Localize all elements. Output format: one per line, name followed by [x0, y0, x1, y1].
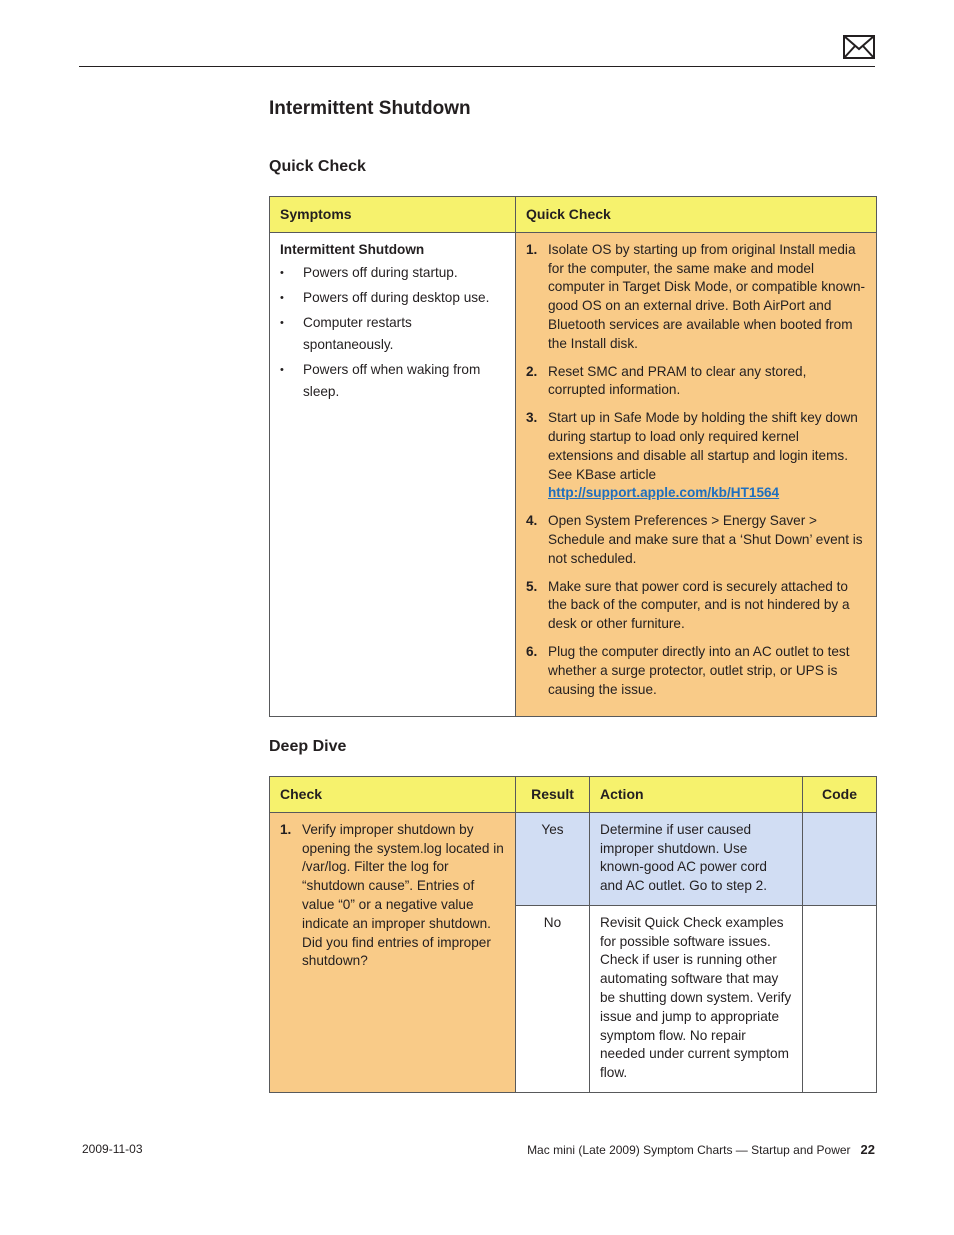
step-text: Reset SMC and PRAM to clear any stored, corrupted information.	[548, 363, 807, 398]
check-item	[280, 821, 505, 971]
quick-check-steps	[526, 241, 866, 700]
step-number: 3.	[526, 410, 538, 426]
symptom-item: • Computer restarts spontaneously.	[280, 312, 505, 356]
symptoms-column-header: Symptoms	[270, 197, 516, 233]
code-cell	[803, 905, 877, 1092]
result-column-header: Result	[516, 777, 590, 813]
step-text: Isolate OS by starting up from original Install media for the computer, the same make and model computer in Target Disk Mode, or compatible known-good OS on an external drive. Both AirPort and Bluetooth services are available when booted from the Install disk.	[548, 241, 866, 351]
check-text: Verify improper shutdown by opening the system.log located in /var/log. Filter the log for “shutdown cause”. Entries of value “0” or a negative value indicate an improper shutdown. Did you find entries of improper shutdown?	[302, 821, 504, 969]
check-cell	[270, 812, 516, 1092]
step-text: Start up in Safe Mode by holding the shift key down during startup to load only required kernel extensions and disable all startup and login items. See KBase article	[548, 410, 858, 482]
step-item	[526, 363, 866, 401]
footer-date: 2009-11-03	[82, 1142, 143, 1156]
action-column-header: Action	[590, 777, 803, 813]
header-rule	[79, 66, 875, 67]
step-item	[526, 578, 866, 634]
step-number: 6.	[526, 643, 538, 659]
code-cell	[803, 812, 877, 905]
check-column-header: Check	[270, 777, 516, 813]
step-text: Make sure that power cord is securely attached to the back of the computer, and is not hindered by a desk or other furniture.	[548, 578, 850, 632]
step-text: Open System Preferences > Energy Saver > Schedule and make sure that a ‘Shut Down’ event is not scheduled.	[548, 513, 863, 566]
check-number: 1.	[280, 821, 292, 837]
kbase-link[interactable]: http://support.apple.com/kb/HT1564	[548, 485, 780, 501]
result-cell: No	[516, 905, 590, 1092]
mail-icon[interactable]	[843, 35, 875, 59]
step-item	[526, 643, 866, 699]
step-item	[526, 241, 866, 354]
symptom-list	[280, 262, 505, 403]
step-item	[526, 409, 866, 503]
step-number: 1.	[526, 241, 538, 257]
symptoms-cell	[270, 232, 516, 717]
step-text: Plug the computer directly into an AC outlet to test whether a surge protector, outlet strip, or UPS is causing the issue.	[548, 643, 850, 697]
quick-check-heading: Quick Check	[269, 158, 366, 175]
footer-info	[527, 1142, 875, 1157]
step-item	[526, 512, 866, 568]
symptom-item: • Powers off when waking from sleep.	[280, 359, 505, 403]
step-number: 4.	[526, 513, 538, 529]
code-column-header: Code	[803, 777, 877, 813]
symptom-item: • Powers off during desktop use.	[280, 287, 505, 309]
step-number: 2.	[526, 363, 538, 379]
quick-check-table	[269, 196, 877, 717]
footer-doc-title: Mac mini (Late 2009) Symptom Charts — Startup and Power	[527, 1143, 851, 1157]
page-title: Intermittent Shutdown	[269, 98, 471, 119]
action-cell: Determine if user caused improper shutdown. Use known-good AC power cord and AC outlet. Go to step 2.	[590, 812, 803, 905]
step-text-container	[548, 409, 866, 503]
deep-dive-table	[269, 776, 877, 1093]
result-cell: Yes	[516, 812, 590, 905]
quick-check-steps-cell	[516, 232, 877, 717]
table-row	[270, 812, 877, 905]
action-cell: Revisit Quick Check examples for possible software issues. Check if user is running other automating software that may be shutting down system. Verify issue and jump to appropriate symptom flow. No repair needed under current symptom flow.	[590, 905, 803, 1092]
step-number: 5.	[526, 578, 538, 594]
quick-check-column-header: Quick Check	[516, 197, 877, 233]
symptom-title: Intermittent Shutdown	[280, 241, 425, 257]
deep-dive-heading: Deep Dive	[269, 738, 347, 755]
page-number: 22	[860, 1142, 875, 1157]
symptom-item: • Powers off during startup.	[280, 262, 505, 284]
